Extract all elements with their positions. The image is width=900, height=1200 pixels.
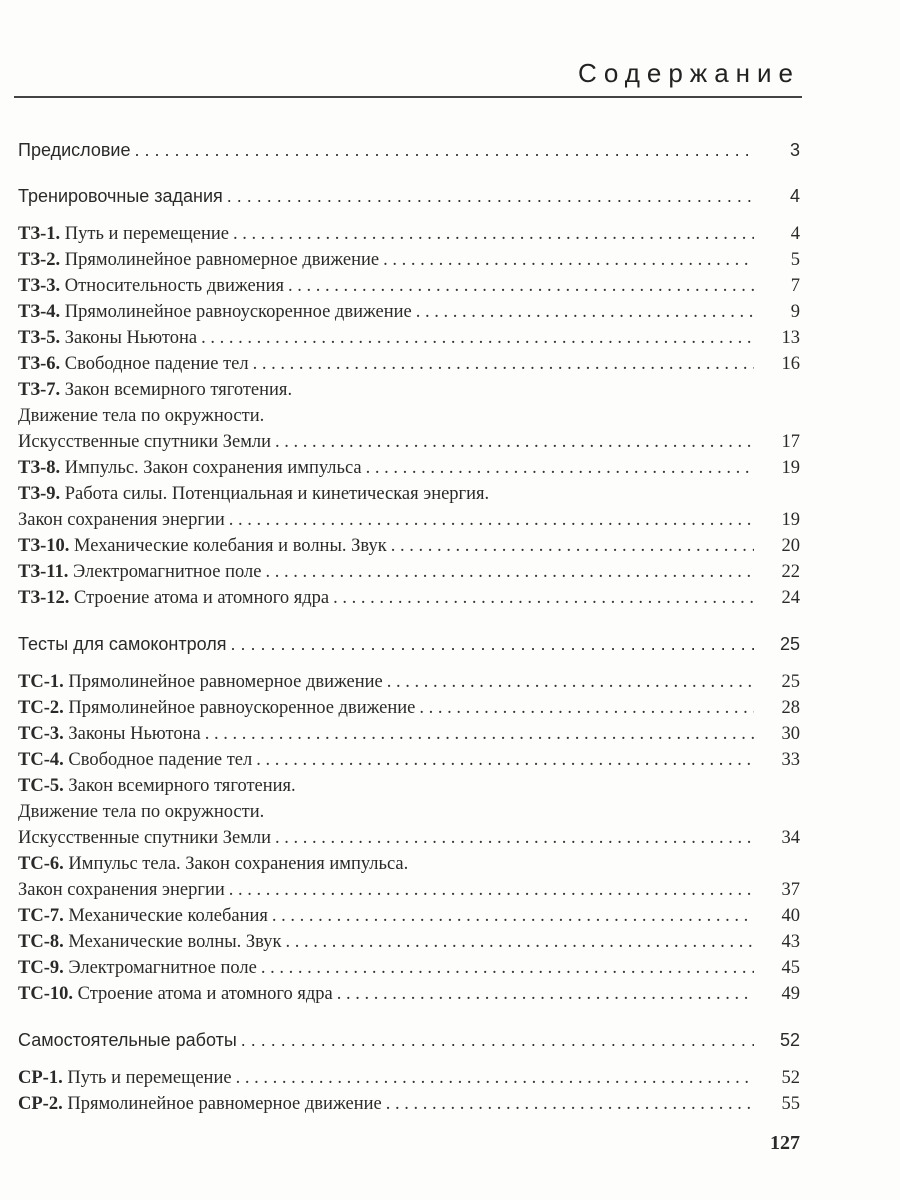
entry-page: 25 xyxy=(781,672,800,692)
toc-entry[interactable] xyxy=(18,250,800,276)
entry-title: Законы Ньютона xyxy=(68,724,201,744)
entry-title: Прямолинейное равноускоренное движение xyxy=(68,698,416,718)
entry-code: ТЗ-4. xyxy=(18,302,61,322)
entry-code: ТЗ-9. xyxy=(18,484,61,504)
entry-code: ТС-10. xyxy=(18,984,73,1004)
entry-title: Электромагнитное поле xyxy=(68,958,257,978)
page-title: Содержание xyxy=(578,58,800,88)
entry-title: Движение тела по окружности. xyxy=(18,406,265,426)
toc-entry[interactable] xyxy=(18,354,800,380)
entry-page: 28 xyxy=(781,698,800,718)
entry-title: Закон сохранения энергии xyxy=(18,510,225,530)
entry-title: Работа силы. Потенциальная и кинетическая энергия. xyxy=(64,484,490,504)
dot-leader xyxy=(236,1068,754,1089)
dot-leader xyxy=(333,588,754,609)
toc-entry[interactable] xyxy=(18,932,800,958)
dot-leader xyxy=(201,328,754,349)
entry-title: Искусственные спутники Земли xyxy=(18,432,272,452)
toc-entry[interactable] xyxy=(18,698,800,724)
dot-leader xyxy=(286,932,754,953)
entry-title: Тренировочные задания xyxy=(18,186,223,206)
dot-leader xyxy=(134,140,754,161)
entry-title: Закон сохранения энергии xyxy=(18,880,225,900)
dot-leader xyxy=(416,302,754,323)
entry-code: СР-1. xyxy=(18,1068,63,1088)
entry-code: ТС-4. xyxy=(18,750,64,770)
entry-page: 37 xyxy=(781,880,800,900)
entry-page: 55 xyxy=(781,1094,800,1114)
entry-title: Механические колебания и волны. Звук xyxy=(74,536,387,556)
entry-code: СР-2. xyxy=(18,1094,63,1114)
entry-code: ТС-7. xyxy=(18,906,64,926)
dot-leader xyxy=(366,458,754,479)
entry-page: 4 xyxy=(790,224,800,244)
dot-leader xyxy=(265,562,754,583)
entry-page: 19 xyxy=(781,510,800,530)
entry-page: 5 xyxy=(790,250,800,270)
entry-title: Строение атома и атомного ядра xyxy=(74,588,330,608)
entry-title: Прямолинейное равномерное движение xyxy=(68,672,383,692)
title-rule xyxy=(14,96,802,98)
entry-title: Законы Ньютона xyxy=(64,328,198,348)
entry-code: ТЗ-10. xyxy=(18,536,70,556)
dot-leader xyxy=(275,432,754,453)
entry-page: 52 xyxy=(781,1068,800,1088)
dot-leader xyxy=(272,906,754,927)
entry-code: ТЗ-1. xyxy=(18,224,61,244)
toc-entry[interactable] xyxy=(18,724,800,750)
entry-page: 20 xyxy=(781,536,800,556)
entry-code: ТЗ-11. xyxy=(18,562,69,582)
toc-entry[interactable] xyxy=(18,224,800,250)
toc-entry[interactable] xyxy=(18,484,800,510)
entry-page: 52 xyxy=(779,1030,800,1050)
toc-entry[interactable] xyxy=(18,776,800,802)
toc-entry[interactable] xyxy=(18,562,800,588)
entry-page: 30 xyxy=(781,724,800,744)
entry-title: Свободное падение тел xyxy=(64,354,249,374)
dot-leader xyxy=(261,958,754,979)
toc-entry[interactable] xyxy=(18,328,800,354)
entry-code: ТЗ-6. xyxy=(18,354,61,374)
entry-page: 33 xyxy=(781,750,800,770)
entry-page: 16 xyxy=(781,354,800,374)
dot-leader xyxy=(229,880,754,901)
entry-title: Предисловие xyxy=(18,140,131,160)
entry-title: Закон всемирного тяготения. xyxy=(68,776,296,796)
dot-leader xyxy=(288,276,754,297)
dot-leader xyxy=(205,724,754,745)
entry-page: 22 xyxy=(781,562,800,582)
entry-page: 25 xyxy=(779,634,800,654)
entry-title: Движение тела по окружности. xyxy=(18,802,265,822)
entry-page: 34 xyxy=(781,828,800,848)
entry-code: ТС-2. xyxy=(18,698,64,718)
entry-code: ТЗ-7. xyxy=(18,380,61,400)
entry-code: ТС-8. xyxy=(18,932,64,952)
entry-title: Относительность движения xyxy=(64,276,284,296)
entry-title: Свободное падение тел xyxy=(68,750,253,770)
entry-code: ТЗ-3. xyxy=(18,276,61,296)
toc-entry[interactable] xyxy=(18,750,800,776)
dot-leader xyxy=(383,250,754,271)
entry-page: 9 xyxy=(790,302,800,322)
dot-leader xyxy=(391,536,754,557)
dot-leader xyxy=(227,186,754,207)
entry-code: ТЗ-12. xyxy=(18,588,70,608)
entry-page: 49 xyxy=(781,984,800,1004)
entry-code: ТС-1. xyxy=(18,672,64,692)
dot-leader xyxy=(233,224,754,245)
entry-title: Электромагнитное поле xyxy=(73,562,262,582)
toc-entry[interactable] xyxy=(18,536,800,562)
dot-leader xyxy=(256,750,754,771)
entry-title: Искусственные спутники Земли xyxy=(18,828,272,848)
entry-code: ТЗ-8. xyxy=(18,458,61,478)
entry-title: Прямолинейное равномерное движение xyxy=(67,1094,382,1114)
entry-title: Механические колебания xyxy=(68,906,268,926)
dot-leader xyxy=(253,354,754,375)
entry-page: 7 xyxy=(790,276,800,296)
entry-title: Прямолинейное равномерное движение xyxy=(64,250,380,270)
dot-leader xyxy=(387,672,754,693)
entry-title: Путь и перемещение xyxy=(67,1068,232,1088)
toc-entry[interactable] xyxy=(18,1068,800,1094)
toc-entry[interactable] xyxy=(18,984,800,1010)
toc-entry[interactable] xyxy=(18,510,800,536)
dot-leader xyxy=(230,634,754,655)
entry-page: 19 xyxy=(781,458,800,478)
dot-leader xyxy=(386,1094,754,1115)
toc-section[interactable] xyxy=(18,634,800,660)
entry-title: Тесты для самоконтроля xyxy=(18,634,227,654)
entry-title: Прямолинейное равноускоренное движение xyxy=(64,302,412,322)
toc-entry[interactable] xyxy=(18,802,800,828)
toc-entry[interactable] xyxy=(18,588,800,614)
entry-page: 4 xyxy=(789,186,800,206)
toc-entry[interactable] xyxy=(18,302,800,328)
entry-title: Строение атома и атомного ядра xyxy=(77,984,333,1004)
entry-code: ТЗ-5. xyxy=(18,328,61,348)
toc-entry[interactable] xyxy=(18,458,800,484)
toc-entry[interactable] xyxy=(18,854,800,880)
entry-title: Закон всемирного тяготения. xyxy=(64,380,293,400)
entry-page: 24 xyxy=(781,588,800,608)
toc-entry[interactable] xyxy=(18,1094,800,1120)
entry-title: Путь и перемещение xyxy=(64,224,230,244)
entry-page: 17 xyxy=(781,432,800,452)
entry-page: 13 xyxy=(781,328,800,348)
toc-entry[interactable] xyxy=(18,880,800,906)
dot-leader xyxy=(229,510,754,531)
entry-page: 43 xyxy=(781,932,800,952)
dot-leader xyxy=(337,984,754,1005)
entry-title: Импульс. Закон сохранения импульса xyxy=(64,458,362,478)
entry-code: ТЗ-2. xyxy=(18,250,61,270)
page-number: 127 xyxy=(770,1132,800,1154)
entry-code: ТС-9. xyxy=(18,958,64,978)
entry-code: ТС-3. xyxy=(18,724,64,744)
dot-leader xyxy=(241,1030,754,1051)
toc-section[interactable] xyxy=(18,1030,800,1056)
toc-entry[interactable] xyxy=(18,432,800,458)
toc-section[interactable] xyxy=(18,140,800,166)
toc-entry[interactable] xyxy=(18,406,800,432)
dot-leader xyxy=(275,828,754,849)
table-of-contents xyxy=(18,140,800,1120)
entry-page: 3 xyxy=(789,140,800,160)
toc-entry[interactable] xyxy=(18,958,800,984)
toc-entry[interactable] xyxy=(18,276,800,302)
entry-page: 45 xyxy=(781,958,800,978)
toc-entry[interactable] xyxy=(18,672,800,698)
dot-leader xyxy=(419,698,754,719)
entry-page: 40 xyxy=(781,906,800,926)
entry-title: Самостоятельные работы xyxy=(18,1030,237,1050)
entry-code: ТС-5. xyxy=(18,776,64,796)
entry-code: ТС-6. xyxy=(18,854,64,874)
toc-entry[interactable] xyxy=(18,380,800,406)
entry-title: Механические волны. Звук xyxy=(68,932,282,952)
toc-section[interactable] xyxy=(18,186,800,212)
toc-entry[interactable] xyxy=(18,906,800,932)
toc-entry[interactable] xyxy=(18,828,800,854)
entry-title: Импульс тела. Закон сохранения импульса. xyxy=(68,854,409,874)
